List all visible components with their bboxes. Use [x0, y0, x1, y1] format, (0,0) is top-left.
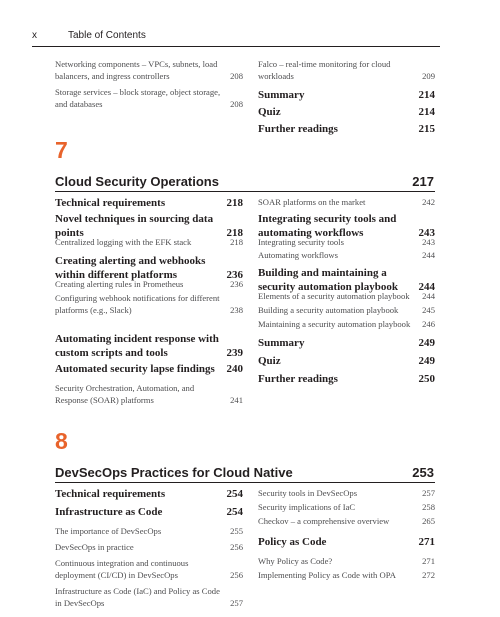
toc-entry-page: 249 — [418, 355, 435, 367]
toc-entry-title: Maintaining a security automation playbook — [258, 319, 411, 329]
toc-entry-page: 241 — [230, 395, 243, 405]
toc-entry[interactable] — [55, 525, 243, 537]
toc-entry[interactable] — [55, 196, 243, 210]
toc-entry-title: Integrating security tools — [258, 237, 344, 247]
toc-entry[interactable] — [55, 332, 243, 360]
toc-entry-page: 257 — [230, 598, 243, 608]
toc-entry-title: Building and maintaining a security automation playbook — [258, 267, 398, 293]
toc-entry-title: Automating incident response with custom scripts and tools — [55, 333, 219, 359]
toc-entry-page: 254 — [226, 506, 243, 518]
header-divider — [32, 46, 440, 47]
toc-entry-page: 218 — [230, 237, 243, 247]
toc-entry-title: Further readings — [258, 373, 338, 385]
toc-entry-title: Continuous integration and continuous deployment (CI/CD) in DevSecOps — [55, 558, 189, 580]
toc-entry[interactable] — [55, 382, 243, 406]
toc-entry[interactable] — [258, 290, 435, 302]
toc-entry[interactable] — [55, 541, 243, 553]
chapter-title[interactable]: DevSecOps Practices for Cloud Native — [55, 465, 293, 480]
toc-entry-title: Implementing Policy as Code with OPA — [258, 570, 396, 580]
toc-entry[interactable] — [55, 585, 243, 609]
toc-entry[interactable] — [258, 318, 435, 330]
toc-entry-page: 256 — [230, 542, 243, 552]
chapter-divider — [55, 191, 435, 192]
toc-entry-page: 272 — [422, 570, 435, 580]
toc-entry-page: 236 — [230, 279, 243, 289]
toc-entry[interactable] — [258, 58, 435, 82]
toc-entry-title: Centralized logging with the EFK stack — [55, 237, 192, 247]
toc-entry[interactable] — [258, 487, 435, 499]
chapter-title[interactable]: Cloud Security Operations — [55, 174, 219, 189]
header-page-number: x — [32, 30, 37, 41]
toc-entry[interactable] — [55, 86, 243, 110]
toc-entry-title: The importance of DevSecOps — [55, 526, 162, 536]
toc-entry[interactable] — [258, 249, 435, 261]
toc-entry[interactable] — [55, 362, 243, 376]
toc-entry[interactable] — [55, 292, 243, 316]
toc-entry-title: Building a security automation playbook — [258, 305, 399, 315]
toc-entry-title: Further readings — [258, 123, 338, 135]
toc-entry-title: Elements of a security automation playbook — [258, 291, 410, 301]
chapter-number: 8 — [55, 428, 68, 454]
toc-entry[interactable] — [258, 236, 435, 248]
toc-entry-page: 256 — [230, 570, 243, 580]
toc-entry[interactable] — [258, 336, 435, 350]
toc-entry[interactable] — [258, 196, 435, 208]
toc-entry-title: Falco – real-time monitoring for cloud workloads — [258, 59, 391, 81]
toc-entry-title: Technical requirements — [55, 488, 166, 500]
toc-entry[interactable] — [258, 555, 435, 567]
toc-entry-title: Infrastructure as Code (IaC) and Policy as Code in DevSecOps — [55, 586, 220, 608]
toc-entry[interactable] — [258, 304, 435, 316]
chapter-page: 217 — [412, 174, 434, 189]
toc-entry-page: 244 — [422, 291, 435, 301]
toc-entry[interactable] — [258, 354, 435, 368]
toc-entry-page: 238 — [230, 305, 243, 315]
toc-entry-page: 243 — [422, 237, 435, 247]
page-header — [0, 0, 500, 48]
toc-entry-page: 265 — [422, 516, 435, 526]
toc-entry-page: 215 — [418, 123, 435, 135]
toc-entry[interactable] — [55, 58, 243, 82]
toc-entry[interactable] — [55, 487, 243, 501]
toc-entry-page: 250 — [418, 373, 435, 385]
toc-entry-page: 218 — [226, 197, 243, 209]
header-title: Table of Contents — [68, 30, 146, 41]
toc-entry-title: Quiz — [258, 106, 281, 118]
toc-entry-title: Configuring webhook notifications for different platforms (e.g., Slack) — [55, 293, 220, 315]
toc-entry-page: 209 — [422, 71, 435, 81]
toc-entry-title: Policy as Code — [258, 536, 327, 548]
toc-entry-title: Creating alerting and webhooks within different platforms — [55, 255, 206, 281]
toc-entry-page: 254 — [226, 488, 243, 500]
toc-entry-page: 258 — [422, 502, 435, 512]
toc-entry-title: Creating alerting rules in Prometheus — [55, 279, 184, 289]
toc-entry-page: 239 — [226, 347, 243, 359]
toc-entry-title: Checkov – a comprehensive overview — [258, 516, 390, 526]
toc-entry-title: Security tools in DevSecOps — [258, 488, 358, 498]
toc-entry-page: 242 — [422, 197, 435, 207]
toc-entry[interactable] — [258, 105, 435, 119]
chapter-page: 253 — [412, 465, 434, 480]
toc-entry[interactable] — [258, 372, 435, 386]
toc-entry-page: 214 — [418, 89, 435, 101]
toc-entry-page: 208 — [230, 71, 243, 81]
toc-entry-page: 271 — [418, 536, 435, 548]
toc-entry-page: 236 — [226, 269, 243, 281]
toc-entry[interactable] — [258, 88, 435, 102]
toc-entry[interactable] — [55, 557, 243, 581]
toc-entry-page: 243 — [418, 227, 435, 239]
toc-entry-title: Summary — [258, 337, 305, 349]
toc-entry-title: Why Policy as Code? — [258, 556, 333, 566]
toc-entry-page: 255 — [230, 526, 243, 536]
toc-entry-page: 257 — [422, 488, 435, 498]
toc-entry[interactable] — [258, 515, 435, 527]
toc-entry[interactable] — [258, 501, 435, 513]
toc-entry-title: DevSecOps in practice — [55, 542, 134, 552]
toc-entry-page: 244 — [422, 250, 435, 260]
toc-entry-page: 249 — [418, 337, 435, 349]
toc-entry[interactable] — [258, 535, 435, 549]
toc-entry-title: Security implications of IaC — [258, 502, 356, 512]
toc-entry-title: Novel techniques in sourcing data points — [55, 213, 214, 239]
toc-entry-title: Networking components – VPCs, subnets, load balancers, and ingress controllers — [55, 59, 218, 81]
toc-entry[interactable] — [258, 569, 435, 581]
toc-entry-page: 246 — [422, 319, 435, 329]
toc-entry-title: Integrating security tools and automating workflows — [258, 213, 397, 239]
toc-entry[interactable] — [55, 236, 243, 248]
toc-entry-title: SOAR platforms on the market — [258, 197, 366, 207]
toc-entry-page: 271 — [422, 556, 435, 566]
toc-entry[interactable] — [258, 122, 435, 136]
toc-entry-page: 218 — [226, 227, 243, 239]
toc-entry-title: Summary — [258, 89, 305, 101]
toc-entry-title: Automated security lapse findings — [55, 363, 215, 375]
toc-entry-title: Infrastructure as Code — [55, 506, 163, 518]
toc-entry[interactable] — [55, 505, 243, 519]
toc-entry-page: 240 — [226, 363, 243, 375]
toc-entry-title: Security Orchestration, Automation, and Response (SOAR) platforms — [55, 383, 195, 405]
toc-entry-page: 244 — [418, 281, 435, 293]
toc-entry-title: Storage services – block storage, object storage, and databases — [55, 87, 221, 109]
toc-entry-page: 245 — [422, 305, 435, 315]
chapter-number: 7 — [55, 137, 68, 163]
toc-entry-title: Automating workflows — [258, 250, 338, 260]
toc-entry-page: 208 — [230, 99, 243, 109]
chapter-divider — [55, 482, 435, 483]
toc-entry-title: Quiz — [258, 355, 281, 367]
toc-entry[interactable] — [55, 278, 243, 290]
toc-entry-page: 214 — [418, 106, 435, 118]
toc-entry-title: Technical requirements — [55, 197, 166, 209]
